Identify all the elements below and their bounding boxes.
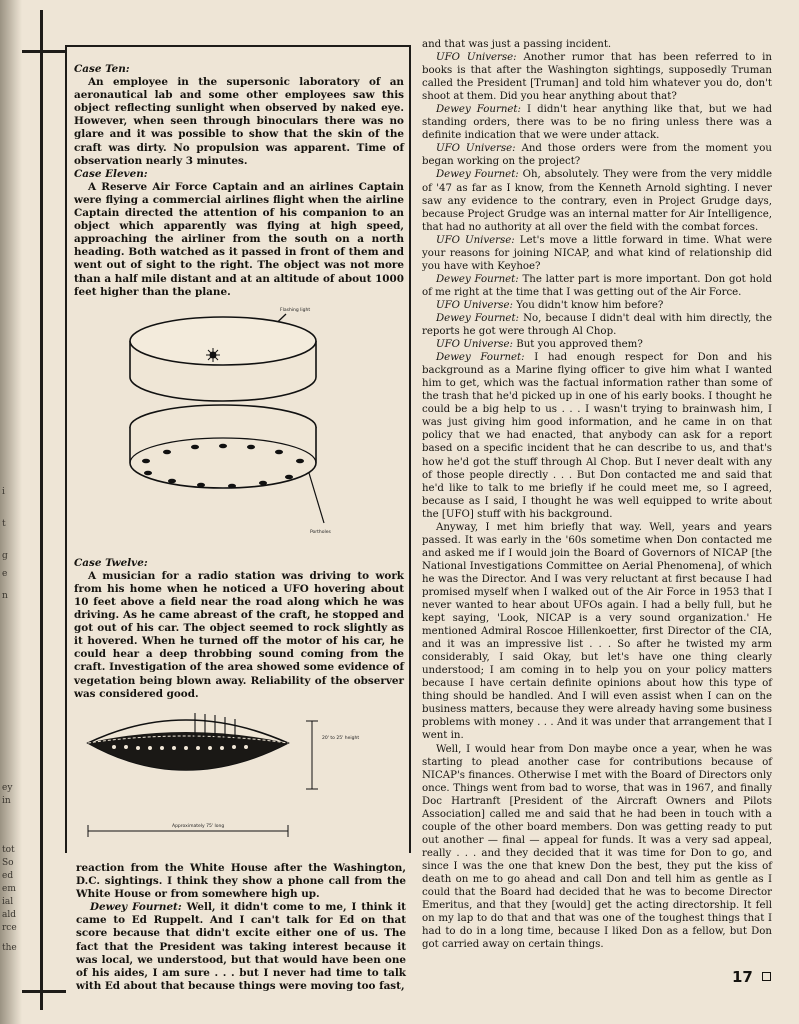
margin-rule <box>40 10 43 1010</box>
height-label: 20' to 25' height <box>322 735 360 741</box>
paragraph-text: I didn't hear anything like that, but we had standing orders, there was to be no firing unless there was a definite indication that we were under attack. <box>422 104 772 142</box>
paragraph-text: But you approved them? <box>513 339 643 351</box>
paragraph-text: You didn't know him before? <box>513 299 664 311</box>
speaker-label: Dewey Fournet: <box>436 352 525 364</box>
paragraph <box>422 234 772 273</box>
speaker-label: Dewey Fournet: <box>436 169 519 181</box>
paragraph: Well, I would hear from Don maybe once a year, when he was starting to plead another case for contributions because of NICAP's finances. Otherwise I met with the Board of Directors only once. Things went from bad to worse, that was in 1967, and finally Doc Hartranft [President of the Aircraft Owners and Pilots Association] called me and said that he had been in touch with a couple of the other board members. Don was getting ready to put out another — final — appeal for funds. It was a very sad appeal, really . . . and they decided that it was time for Don to go, and since I was the one that knew Don the best, they put the kiss of death on me to go ahead and call Don and tell him as gentle as I could that the Board had decided that he was to become Director Emeritus, and that they [would] get the acting directorship. It fell on my lap to do that and that was one of the toughest things that I had to do in a long time, because I liked Don as a fellow, but Don got carried away on certain things. <box>422 743 772 951</box>
interview-continuation-left <box>76 862 406 993</box>
paragraph-text: Let's move a little forward in time. What were your reasons for joining NICAP, and what kind of relationship did you have with Keyhoe? <box>422 234 772 272</box>
portholes-label: Portholes <box>310 529 331 535</box>
case-ten-text: An employee in the supersonic laboratory of an aeronautical lab and some other employees saw this object reflecting sunlight when observed by naked eye. However, when seen through binoculars there was no glare and it was possible to show that the skin of the craft was dirty. No propulsion was apparent. Time of observation nearly 3 minutes. <box>74 76 404 167</box>
paragraph <box>422 351 772 521</box>
end-of-article-mark <box>762 972 771 981</box>
margin-fragment: rce <box>2 923 17 933</box>
margin-fragment: in <box>2 796 11 806</box>
disc-ufo-illustration <box>74 301 404 553</box>
case-eleven-text: A Reserve Air Force Captain and an airlines Captain were flying a commercial airlines flight when the airline Captain directed the attention of his companion to an object which apparently was flying at high speed, approaching the airliner from the south on a north heading. Both watched as it passed in front of them and went out of sight to the right. The object was not more than a half mile distant and at an altitude of about 1000 feet higher than the plane. <box>74 180 404 298</box>
margin-fragment: ey <box>2 783 13 793</box>
margin-fragment: ial <box>2 897 14 907</box>
paragraph <box>76 901 406 993</box>
case-twelve-text: A musician for a radio station was driving to work from his home when he noticed a UFO hovering about 10 feet above a field near the road along which he was driving. As he came abreast of the craft, he stopped and got out of his car. The object seemed to rock slightly as it hovered. When he turned off the motor of his car, he could hear a deep throbbing sound coming from the craft. Investigation of the area showed some evidence of vegetation being blown away. Reliability of the observer was considered good. <box>74 569 404 700</box>
paragraph <box>422 51 772 103</box>
speaker-label: Dewey Fournet: <box>436 104 521 116</box>
interview-column-right <box>422 38 772 951</box>
margin-fragment: ald <box>2 910 17 920</box>
speaker-label: UFO Universe: <box>436 143 516 155</box>
speaker-label: UFO Universe: <box>436 52 517 64</box>
margin-tick <box>22 990 66 993</box>
paragraph: Anyway, I met him briefly that way. Well, years and years passed. It was early in the '60s sometime when Don contacted me and asked me if I would join the Board of Governors of NICAP [the National Investigations Committee on Aerial Phenomena], of which he was the Director. And I was very reluctant at first because I had promised myself when I walked out of the Air Force in 1953 that I never wanted to hear about UFOs again. I had a belly full, but he kept saying, 'Look, NICAP is a very sound organization.' He mentioned Admiral Roscoe Hillenkoetter, first Director of the CIA, and it was an impressive list . . . So after he twisted my arm considerably, I said Okay, but let's have one thing clearly understood; I am coming in to help you on your policy matters because I have certain definite opinions about how this type of thing should be handled. And I will even assist when I can on the business matters, because they were already having some business problems with money . . . And it was under that arrangement that I went in. <box>422 521 772 742</box>
margin-fragment: g <box>2 551 8 561</box>
paragraph-text: I had enough respect for Don and his background as a Marine flying officer to give him what I wanted him to get, which was the factual information rather than some of the trash that he'd picked up in one of his early books. I thought he could be a big help to us . . . I wasn't trying to brainwash him, I was just giving him good information, and he came in on that policy that we had enacted, that anybody can ask for a report based on a specific incident that he can describe to us, and that's how he'd got the stuff through Al Chop. But I never dealt with any of those people directly . . . But Don contacted me and said that he'd like to talk to me briefly if he could meet me, so I agreed, because as I said, I thought he was well equipped to write about the [UFO] stuff with his background. <box>422 352 772 520</box>
speaker-label: UFO Universe: <box>436 339 513 351</box>
paragraph-text: Another rumor that has been referred to in books is that after the Washington sightings, supposedly Truman called the President [Truman] and told him whatever you do, don't shoot at them. Did you hear anything about that? <box>422 52 772 103</box>
case-reports-column <box>74 63 404 875</box>
paragraph-text: And those orders were from the moment you began working on the project? <box>422 143 772 168</box>
paragraph <box>422 312 772 338</box>
paragraph: reaction from the White House after the Washington, D.C. sightings. I think they show a phone call from the White House or from somewhere high up. <box>76 862 406 901</box>
paragraph <box>422 103 772 142</box>
paragraph-text: Well, it didn't come to me, I think it came to Ed Ruppelt. And I can't talk for Ed on that score because that didn't excite either one of us. The fact that the President was taking interest because it was local, we understood, but that would have been one of his aides, I am sure . . . but I never had time to talk with Ed about that because things were moving too fast, <box>76 901 406 992</box>
paragraph-text: Oh, absolutely. They were from the very middle of '47 as far as I know, from the Kenneth Arnold sighting. I never saw any evidence to the contrary, even in Project Grudge days, because Project Grudge was an internal matter for Air Intelligence, that had no authority at all over the field with the combat forces. <box>422 169 773 233</box>
case-twelve-heading: Case Twelve: <box>74 556 148 569</box>
page-number: 17 <box>732 968 753 986</box>
paragraph <box>422 273 772 299</box>
flashing-light-label: Flashing light <box>280 307 311 313</box>
margin-fragment: em <box>2 884 16 894</box>
paragraph: and that was just a passing incident. <box>422 39 612 50</box>
case-eleven-heading: Case Eleven: <box>74 167 148 180</box>
margin-fragment: t <box>2 519 6 529</box>
margin-fragment: tot <box>2 845 15 855</box>
paragraph-text: The latter part is more important. Don got hold of me right at the time that I was getting out of the Air Force. <box>422 273 772 298</box>
paragraph <box>422 299 772 312</box>
hovering-craft-illustration <box>74 703 404 871</box>
margin-tick <box>22 50 66 53</box>
case-ten-heading: Case Ten: <box>74 63 130 75</box>
speaker-label: Dewey Fournet: <box>90 901 182 914</box>
margin-fragment: So <box>2 858 14 868</box>
paragraph <box>422 338 772 351</box>
margin-fragment: the <box>2 943 17 953</box>
margin-fragment: e <box>2 569 8 579</box>
speaker-label: UFO Universe: <box>436 234 515 246</box>
paragraph-text: No, because I didn't deal with him directly, the reports he got were through Al Chop. <box>422 312 772 338</box>
speaker-label: Dewey Fournet: <box>436 312 519 324</box>
speaker-label: UFO Universe: <box>436 299 513 311</box>
paragraph <box>422 142 772 168</box>
length-label: Approximately 75' long <box>172 823 225 829</box>
margin-fragment: i <box>2 487 5 497</box>
paragraph <box>422 168 772 233</box>
margin-fragment: ed <box>2 871 14 881</box>
margin-fragment: n <box>2 591 8 601</box>
speaker-label: Dewey Fournet: <box>436 273 519 285</box>
